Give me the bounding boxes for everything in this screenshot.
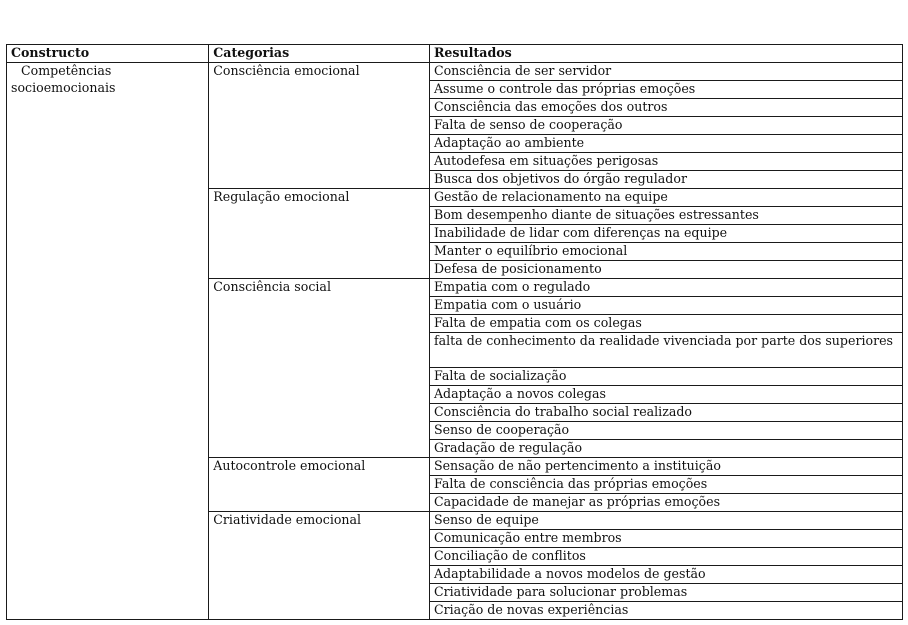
category-cell: Regulação emocional (209, 189, 430, 279)
result-cell: Defesa de posicionamento (429, 261, 902, 279)
category-cell: Consciência social (209, 279, 430, 458)
category-cell: Criatividade emocional (209, 512, 430, 620)
header-category: Categorias (209, 45, 430, 63)
construct-cell (7, 63, 209, 620)
category-cell: Consciência emocional (209, 63, 430, 189)
header-results: Resultados (429, 45, 902, 63)
result-cell: Gradação de regulação (429, 440, 902, 458)
header-construct: Constructo (7, 45, 209, 63)
category-cell: Autocontrole emocional (209, 458, 430, 512)
result-cell: Empatia com o regulado (429, 279, 902, 297)
result-cell: Consciência do trabalho social realizado (429, 404, 902, 422)
result-cell: Falta de socialização (429, 368, 902, 386)
construct-label-line1: Competências (21, 63, 112, 78)
results-table (6, 44, 903, 620)
result-cell: Sensação de não pertencimento a instituição (429, 458, 902, 476)
construct-label-line2: socioemocionais (11, 79, 116, 95)
result-cell: Adaptabilidade a novos modelos de gestão (429, 566, 902, 584)
table-body (7, 63, 903, 620)
result-cell: Comunicação entre membros (429, 530, 902, 548)
result-cell: Gestão de relacionamento na equipe (429, 189, 902, 207)
result-cell: Busca dos objetivos do órgão regulador (429, 171, 902, 189)
result-cell: Falta de senso de cooperação (429, 117, 902, 135)
result-cell: Manter o equilíbrio emocional (429, 243, 902, 261)
result-cell: Capacidade de manejar as próprias emoções (429, 494, 902, 512)
result-cell: Adaptação ao ambiente (429, 135, 902, 153)
header-row (7, 45, 903, 63)
result-cell: Falta de consciência das próprias emoções (429, 476, 902, 494)
result-cell: Senso de cooperação (429, 422, 902, 440)
result-cell: Bom desempenho diante de situações estressantes (429, 207, 902, 225)
result-cell: Empatia com o usuário (429, 297, 902, 315)
result-cell: Consciência das emoções dos outros (429, 99, 902, 117)
result-cell: Falta de empatia com os colegas (429, 315, 902, 333)
result-cell: Adaptação a novos colegas (429, 386, 902, 404)
table-row (7, 63, 903, 81)
result-cell: falta de conhecimento da realidade vivenciada por parte dos superiores (429, 333, 902, 368)
result-cell: Autodefesa em situações perigosas (429, 153, 902, 171)
result-cell: Criatividade para solucionar problemas (429, 584, 902, 602)
result-cell: Assume o controle das próprias emoções (429, 81, 902, 99)
result-cell: Consciência de ser servidor (429, 63, 902, 81)
result-cell: Conciliação de conflitos (429, 548, 902, 566)
result-cell: Senso de equipe (429, 512, 902, 530)
result-cell: Criação de novas experiências (429, 602, 902, 620)
result-cell: Inabilidade de lidar com diferenças na equipe (429, 225, 902, 243)
